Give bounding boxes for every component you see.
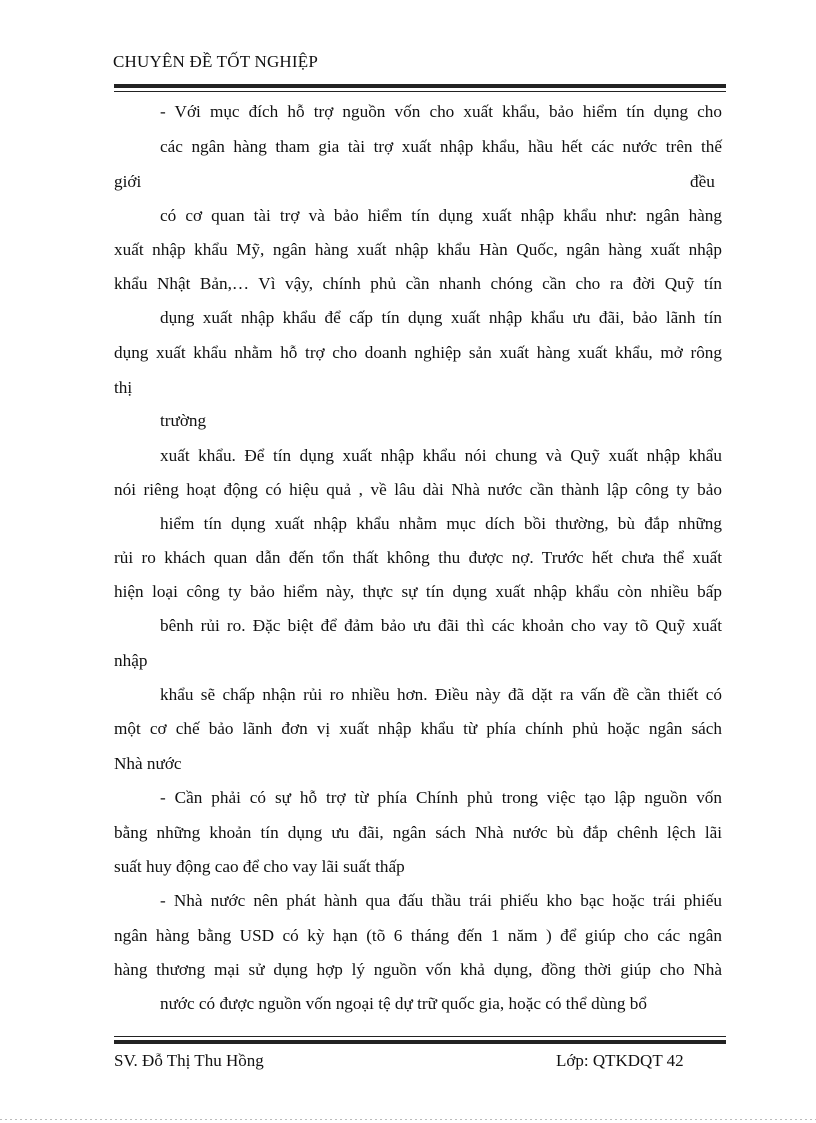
text-line: bênh rủi ro. Đặc biệt để đảm bảo ưu đãi thì các khoản cho vay tõ Quỹ xuất <box>160 616 722 635</box>
text-line: suất huy động cao để cho vay lãi suất thấp <box>114 857 405 876</box>
text-line: xuất khẩu. Để tín dụng xuất nhập khẩu nói chung và Quỹ xuất nhập khẩu <box>160 446 722 465</box>
footer-rule-thick <box>114 1040 726 1044</box>
text-line: - Nhà nước nên phát hành qua đấu thầu trái phiếu kho bạc hoặc trái phiếu <box>160 891 722 910</box>
footer-class: Lớp: QTKDQT 42 <box>556 1051 684 1070</box>
text-line: nhập <box>114 651 148 670</box>
footer-rule-thin <box>114 1036 726 1037</box>
footer-student-name: SV. Đỗ Thị Thu Hồng <box>114 1051 264 1070</box>
text-line: khẩu sẽ chấp nhận rủi ro nhiều hơn. Điều này đã dặt ra vấn đề cần thiết có <box>160 685 722 704</box>
text-line: đều <box>690 172 715 191</box>
text-line: ngân hàng bằng USD có kỳ hạn (tõ 6 tháng đến 1 năm ) để giúp cho các ngân <box>114 926 722 945</box>
text-line: nói riêng hoạt động có hiệu quả , về lâu dài Nhà nước cần thành lập công ty bảo <box>114 480 722 499</box>
text-line: - Cần phải có sự hỗ trợ từ phía Chính phủ trong việc tạo lập nguồn vốn <box>160 788 722 807</box>
text-line: các ngân hàng tham gia tài trợ xuất nhập khẩu, hầu hết các nước trên thế <box>160 137 722 156</box>
text-line: dụng xuất khẩu nhằm hỗ trợ cho doanh nghiệp sản xuất hàng xuất khẩu, mở rông <box>114 343 722 362</box>
text-line: - Với mục đích hỗ trợ nguồn vốn cho xuất khẩu, bảo hiểm tín dụng cho <box>160 102 722 121</box>
text-line: bằng những khoản tín dụng ưu đãi, ngân sách Nhà nước bù đắp chênh lệch lãi <box>114 823 722 842</box>
text-line: rủi ro khách quan dẫn đến tổn thất không thu được nợ. Trước hết chưa thể xuất <box>114 548 722 567</box>
text-line: khẩu Nhật Bản,… Vì vậy, chính phủ cần nhanh chóng cần cho ra đời Quỹ tín <box>114 274 722 293</box>
text-line: hàng thương mại sử dụng hợp lý nguồn vốn khả dụng, đồng thời giúp cho Nhà <box>114 960 722 979</box>
page-bottom-border <box>0 1119 816 1120</box>
text-line: hiểm tín dụng xuất nhập khẩu nhằm mục dích bồi thường, bù đắp những <box>160 514 722 533</box>
text-line: hiện loại công ty bảo hiểm này, thực sự tín dụng xuất nhập khẩu còn nhiều bấp <box>114 582 722 601</box>
header-rule-thin <box>114 91 726 92</box>
text-line: giới <box>114 172 142 191</box>
header-rule-thick <box>114 84 726 88</box>
text-line: xuất nhập khẩu Mỹ, ngân hàng xuất nhập khẩu Hàn Quốc, ngân hàng xuất nhập <box>114 240 722 259</box>
text-line: có cơ quan tài trợ và bảo hiểm tín dụng xuất nhập khẩu như: ngân hàng <box>160 206 722 225</box>
text-line: Nhà nước <box>114 754 182 773</box>
header-title: CHUYÊN ĐỀ TỐT NGHIỆP <box>113 52 319 71</box>
text-line: thị <box>114 378 133 397</box>
text-line: nước có được nguồn vốn ngoại tệ dự trữ quốc gia, hoặc có thể dùng bổ <box>160 994 647 1013</box>
text-line: một cơ chế bảo lãnh đơn vị xuất nhập khẩu từ phía chính phủ hoặc ngân sách <box>114 719 722 738</box>
text-line: dụng xuất nhập khẩu để cấp tín dụng xuất nhập khẩu ưu đãi, bảo lãnh tín <box>160 308 722 327</box>
text-line: trường <box>160 411 207 430</box>
